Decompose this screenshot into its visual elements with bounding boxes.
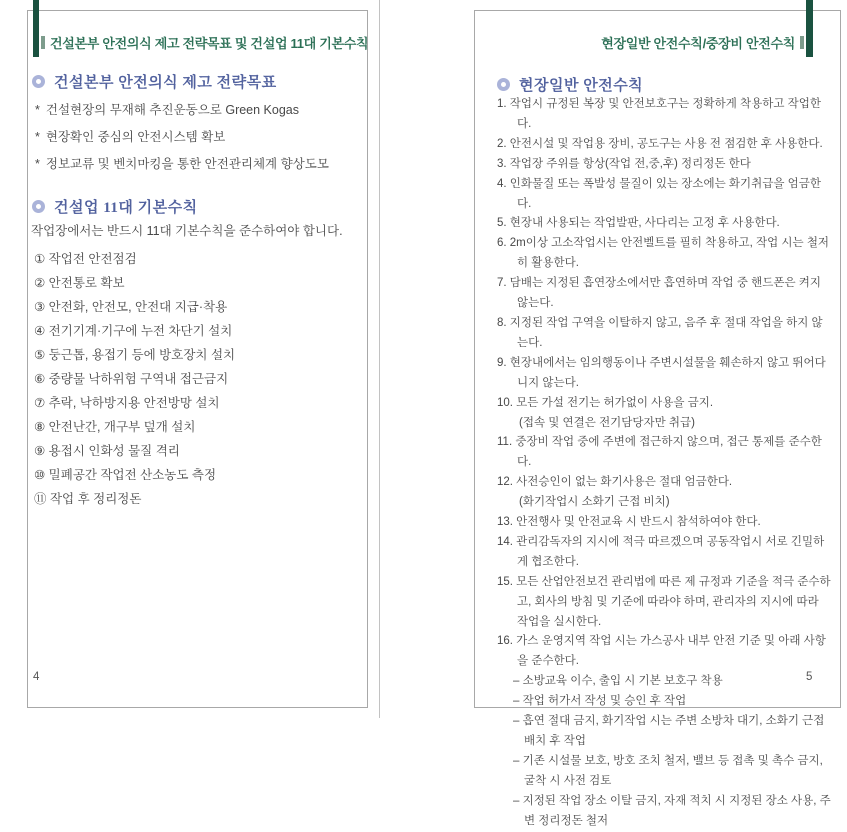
rule-line: 8. 지정된 작업 구역을 이탈하지 않고, 음주 후 절대 작업을 하지 않는다. [497,316,823,349]
rule-line: 10. 모든 가설 전기는 허가없이 사용을 금지. [497,396,714,409]
ring-bullet-icon [32,200,45,213]
asterisk-marker: * [35,157,40,171]
rule-line: 2. 안전시설 및 작업용 장비, 공도구는 사용 전 점검한 후 사용한다. [497,137,823,150]
page-number-right: 5 [806,671,813,683]
list-item: ③ 안전화, 안전모, 안전대 지급·착용 [34,300,228,314]
rule-line: 4. 인화물질 또는 폭발성 물질이 있는 장소에는 화기취급을 엄금한다. [497,177,821,210]
rule-line: 5. 현장내 사용되는 작업발판, 사다리는 고정 후 사용한다. [497,217,780,230]
ring-bullet-icon [497,78,510,91]
goal-text: 정보교류 및 벤치마킹을 통한 안전관리체계 향상도모 [45,157,329,171]
section-heading-general-safety [497,74,643,95]
section-heading-text: 현장일반 안전수칙 [519,78,644,94]
goal-item [35,127,225,145]
list-item: ⑩ 밀폐공간 작업전 산소농도 측정 [34,468,217,482]
page-spine-divider [379,0,380,718]
rule-line: 13. 안전행사 및 안전교육 시 반드시 참석하여야 한다. [497,516,761,529]
left-page-title-text: 건설본부 안전의식 제고 전략목표 및 건설업 11대 기본수칙 [50,36,369,51]
rule-line: 9. 현장내에서는 임의행동이나 주변시설물을 훼손하지 않고 뛰어다니지 않는다. [497,356,826,389]
list-item: ⑥ 중량물 낙하위험 구역내 접근금지 [34,372,229,386]
rule-sub-item: – 기존 시설물 보호, 방호 조치 철저, 밸브 등 접촉 및 촉수 금지, 굴착 시 사전 검토 [513,754,823,787]
rule-line: 16. 가스 운영지역 작업 시는 가스공사 내부 안전 기준 및 아래 사항을 준수한다. [497,635,826,668]
rule-line: 1. 작업시 규정된 복장 및 안전보호구는 정확하게 착용하고 작업한다. [497,98,821,130]
list-item: ⑪ 작업 후 정리정돈 [34,492,142,506]
rule-line: 15. 모든 산업안전보건 관리법에 따른 제 규정과 기준을 적극 준수하고, 회사의 방침 및 기준에 따라야 하며, 관리자의 지시에 따라 작업을 실시한다. [497,575,831,628]
goal-text: 건설현장의 무재해 추진운동으로 Green Kogas [45,103,300,117]
list-item: ⑤ 둥근톱, 용접기 등에 방호장치 설치 [34,348,236,362]
rule-sub-item: – 흡연 절대 금지, 화기작업 시는 주변 소방차 대기, 소화기 근접 배치 후 작업 [513,715,825,747]
list-item: ⑧ 안전난간, 개구부 덮개 설치 [34,420,196,434]
goal-item [35,154,329,172]
section-heading-strategy [32,71,277,92]
rule-line: 7. 담배는 지정된 흡연장소에서만 흡연하며 작업 중 핸드폰은 켜지않는다. [497,277,821,310]
rule-continuation-line: (화기작업시 소화기 근접 비치) [519,496,670,509]
rule-continuation-line: (접속 및 연결은 전기담당자만 취급) [519,416,695,429]
title-marker-bar [800,36,804,49]
asterisk-marker: * [35,103,40,117]
safety-rules-list [497,95,831,832]
list-item: ① 작업전 안전점검 [34,252,137,266]
left-page-title [41,33,368,52]
list-item: ⑦ 추락, 낙하방지용 안전방망 설치 [34,396,220,410]
rule-line: 14. 관리감독자의 지시에 적극 따르겠으며 공동작업시 서로 긴밀하게 협조한다. [497,535,825,568]
section-heading-text: 건설업 11대 기본수칙 [54,200,198,216]
list-item: ⑨ 용접시 인화성 물질 격리 [34,444,180,458]
rules-intro: 작업장에서는 반드시 11대 기본수칙을 준수하여야 합니다. [31,224,343,238]
section-heading-text: 건설본부 안전의식 제고 전략목표 [54,75,277,91]
right-page-title [601,33,804,52]
goal-text: 현장확인 중심의 안전시스템 확보 [45,130,226,144]
right-page-title-text: 현장일반 안전수칙/중장비 안전수칙 [601,36,795,51]
rule-line: 3. 작업장 주위를 항상(작업 전,중,후) 정리정돈 한다 [497,157,751,170]
rule-sub-item: – 작업 허가서 작성 및 승인 후 작업 [513,695,687,708]
title-marker-bar [41,36,45,49]
rule-sub-item: – 소방교육 이수, 출입 시 기본 보호구 착용 [513,675,723,688]
asterisk-marker: * [35,130,40,144]
rule-line: 11. 중장비 작업 중에 주변에 접근하지 않으며, 접근 통제를 준수한다. [497,436,822,469]
goal-item [35,100,299,118]
list-item: ④ 전기기계·기구에 누전 차단기 설치 [34,324,233,338]
page-number-left: 4 [33,671,40,683]
rule-sub-item: – 지정된 작업 장소 이탈 금지, 자재 적치 시 지정된 장소 사용, 주변 정리정돈 철저 [513,794,831,827]
section-heading-eleven-rules [32,196,198,217]
ring-bullet-icon [32,75,45,88]
rule-line: 6. 2m이상 고소작업시는 안전벨트를 필히 착용하고, 작업 시는 철저히 활용한다. [497,237,830,270]
right-accent-bar [806,0,813,57]
left-accent-bar [33,0,39,57]
rule-line: 12. 사전승인이 없는 화기사용은 절대 엄금한다. [497,476,733,489]
list-item: ② 안전통로 확보 [34,276,125,290]
